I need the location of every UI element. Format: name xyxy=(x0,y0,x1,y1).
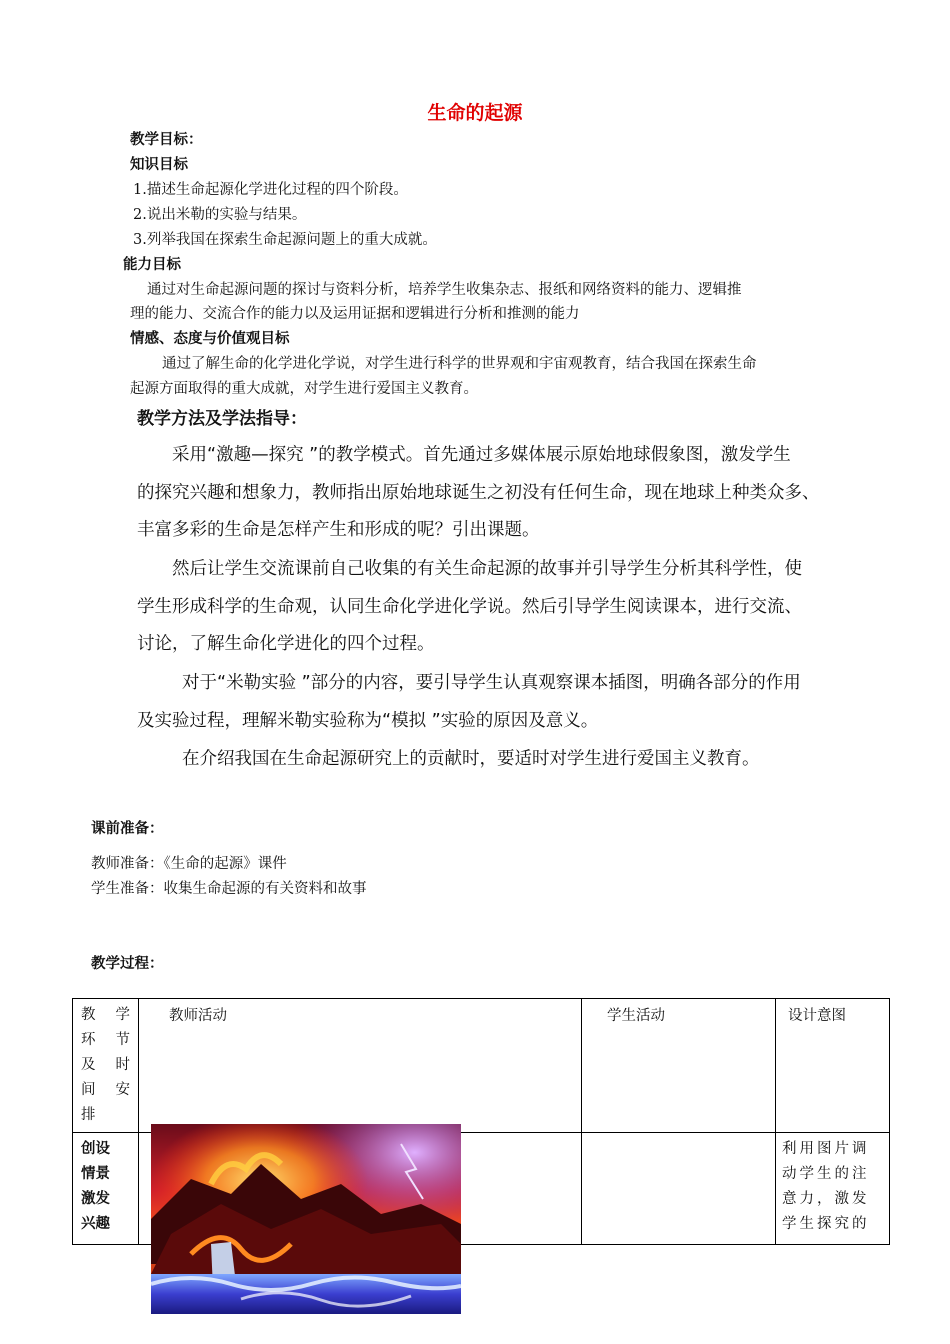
method-text-line: 对于“米勒实验 ”部分的内容，要引导学生认真观察课本插图，明确各部分的作用 xyxy=(182,673,801,693)
knowledge-heading: 知识目标 xyxy=(130,157,188,173)
ability-heading: 能力目标 xyxy=(123,257,181,273)
intent-line: 意力，激发 xyxy=(782,1191,870,1207)
ability-text-line: 通过对生命起源问题的探讨与资料分析，培养学生收集杂志、报纸和网络资料的能力、逻辑推 xyxy=(147,282,742,298)
primitive-earth-image xyxy=(151,1124,461,1314)
method-text-line: 学生形成科学的生命观，认同生命化学进化学说。然后引导学生阅读课本，进行交流、 xyxy=(137,597,802,617)
stage-line: 激发 xyxy=(81,1191,110,1207)
method-text-line: 丰富多彩的生命是怎样产生和形成的呢？引出课题。 xyxy=(137,520,540,540)
student-activity-cell xyxy=(582,1133,776,1245)
stage-cell xyxy=(73,1133,139,1245)
knowledge-item: 3.列举我国在探索生命起源问题上的重大成就。 xyxy=(133,232,437,248)
method-text-line: 的探究兴趣和想象力，教师指出原始地球诞生之初没有任何生命，现在地球上种类众多、 xyxy=(137,483,820,503)
method-text-line: 讨论，了解生命化学进化的四个过程。 xyxy=(137,634,435,654)
prep-teacher: 教师准备：《生命的起源》课件 xyxy=(91,856,287,872)
stage-header-line: 教 学 xyxy=(81,1007,130,1023)
intent-line: 利用图片调 xyxy=(782,1141,870,1157)
prep-student: 学生准备：收集生命起源的有关资料和故事 xyxy=(91,881,367,897)
knowledge-item: 2.说出米勒的实验与结果。 xyxy=(133,207,307,223)
method-text-line: 采用“激趣—探究 ”的教学模式。首先通过多媒体展示原始地球假象图，激发学生 xyxy=(172,445,791,465)
method-heading: 教学方法及学法指导： xyxy=(137,409,307,429)
stage-header-cell xyxy=(73,999,139,1133)
student-activity-header: 学生活动 xyxy=(582,999,776,1133)
emotion-text-line: 通过了解生命的化学进化学说，对学生进行科学的世界观和宇宙观教育，结合我国在探索生命 xyxy=(162,356,757,372)
design-intent-cell xyxy=(776,1133,890,1245)
stage-header-line: 排 xyxy=(81,1107,96,1123)
stage-header-line: 环 节 xyxy=(81,1032,130,1048)
emotion-heading: 情感、态度与价值观目标 xyxy=(130,331,290,347)
teacher-activity-header: 教师活动 xyxy=(139,999,582,1133)
stage-line: 兴趣 xyxy=(81,1216,110,1232)
stage-header-line: 及 时 xyxy=(81,1057,130,1073)
process-heading: 教学过程： xyxy=(91,956,164,972)
objectives-heading: 教学目标： xyxy=(130,132,203,148)
knowledge-item: 1.描述生命起源化学进化过程的四个阶段。 xyxy=(133,182,408,198)
design-intent-header: 设计意图 xyxy=(776,999,890,1133)
emotion-text-line: 起源方面取得的重大成就，对学生进行爱国主义教育。 xyxy=(130,381,478,397)
table-header-row xyxy=(73,999,890,1133)
stage-line: 创设 xyxy=(81,1141,110,1157)
ability-text-line: 理的能力、交流合作的能力以及运用证据和逻辑进行分析和推测的能力 xyxy=(130,306,580,322)
intent-line: 学生探究的 xyxy=(782,1216,870,1232)
method-text-line: 然后让学生交流课前自己收集的有关生命起源的故事并引导学生分析其科学性，使 xyxy=(172,559,802,579)
intent-line: 动学生的注 xyxy=(782,1166,870,1182)
page-title: 生命的起源 xyxy=(427,102,523,124)
prep-heading: 课前准备： xyxy=(91,821,164,837)
method-text-line: 及实验过程，理解米勒实验称为“模拟 ”实验的原因及意义。 xyxy=(137,711,599,731)
stage-line: 情景 xyxy=(81,1166,110,1182)
method-text-line: 在介绍我国在生命起源研究上的贡献时，要适时对学生进行爱国主义教育。 xyxy=(182,749,760,769)
stage-header-line: 间 安 xyxy=(81,1082,130,1098)
primitive-earth-illustration xyxy=(151,1124,461,1314)
